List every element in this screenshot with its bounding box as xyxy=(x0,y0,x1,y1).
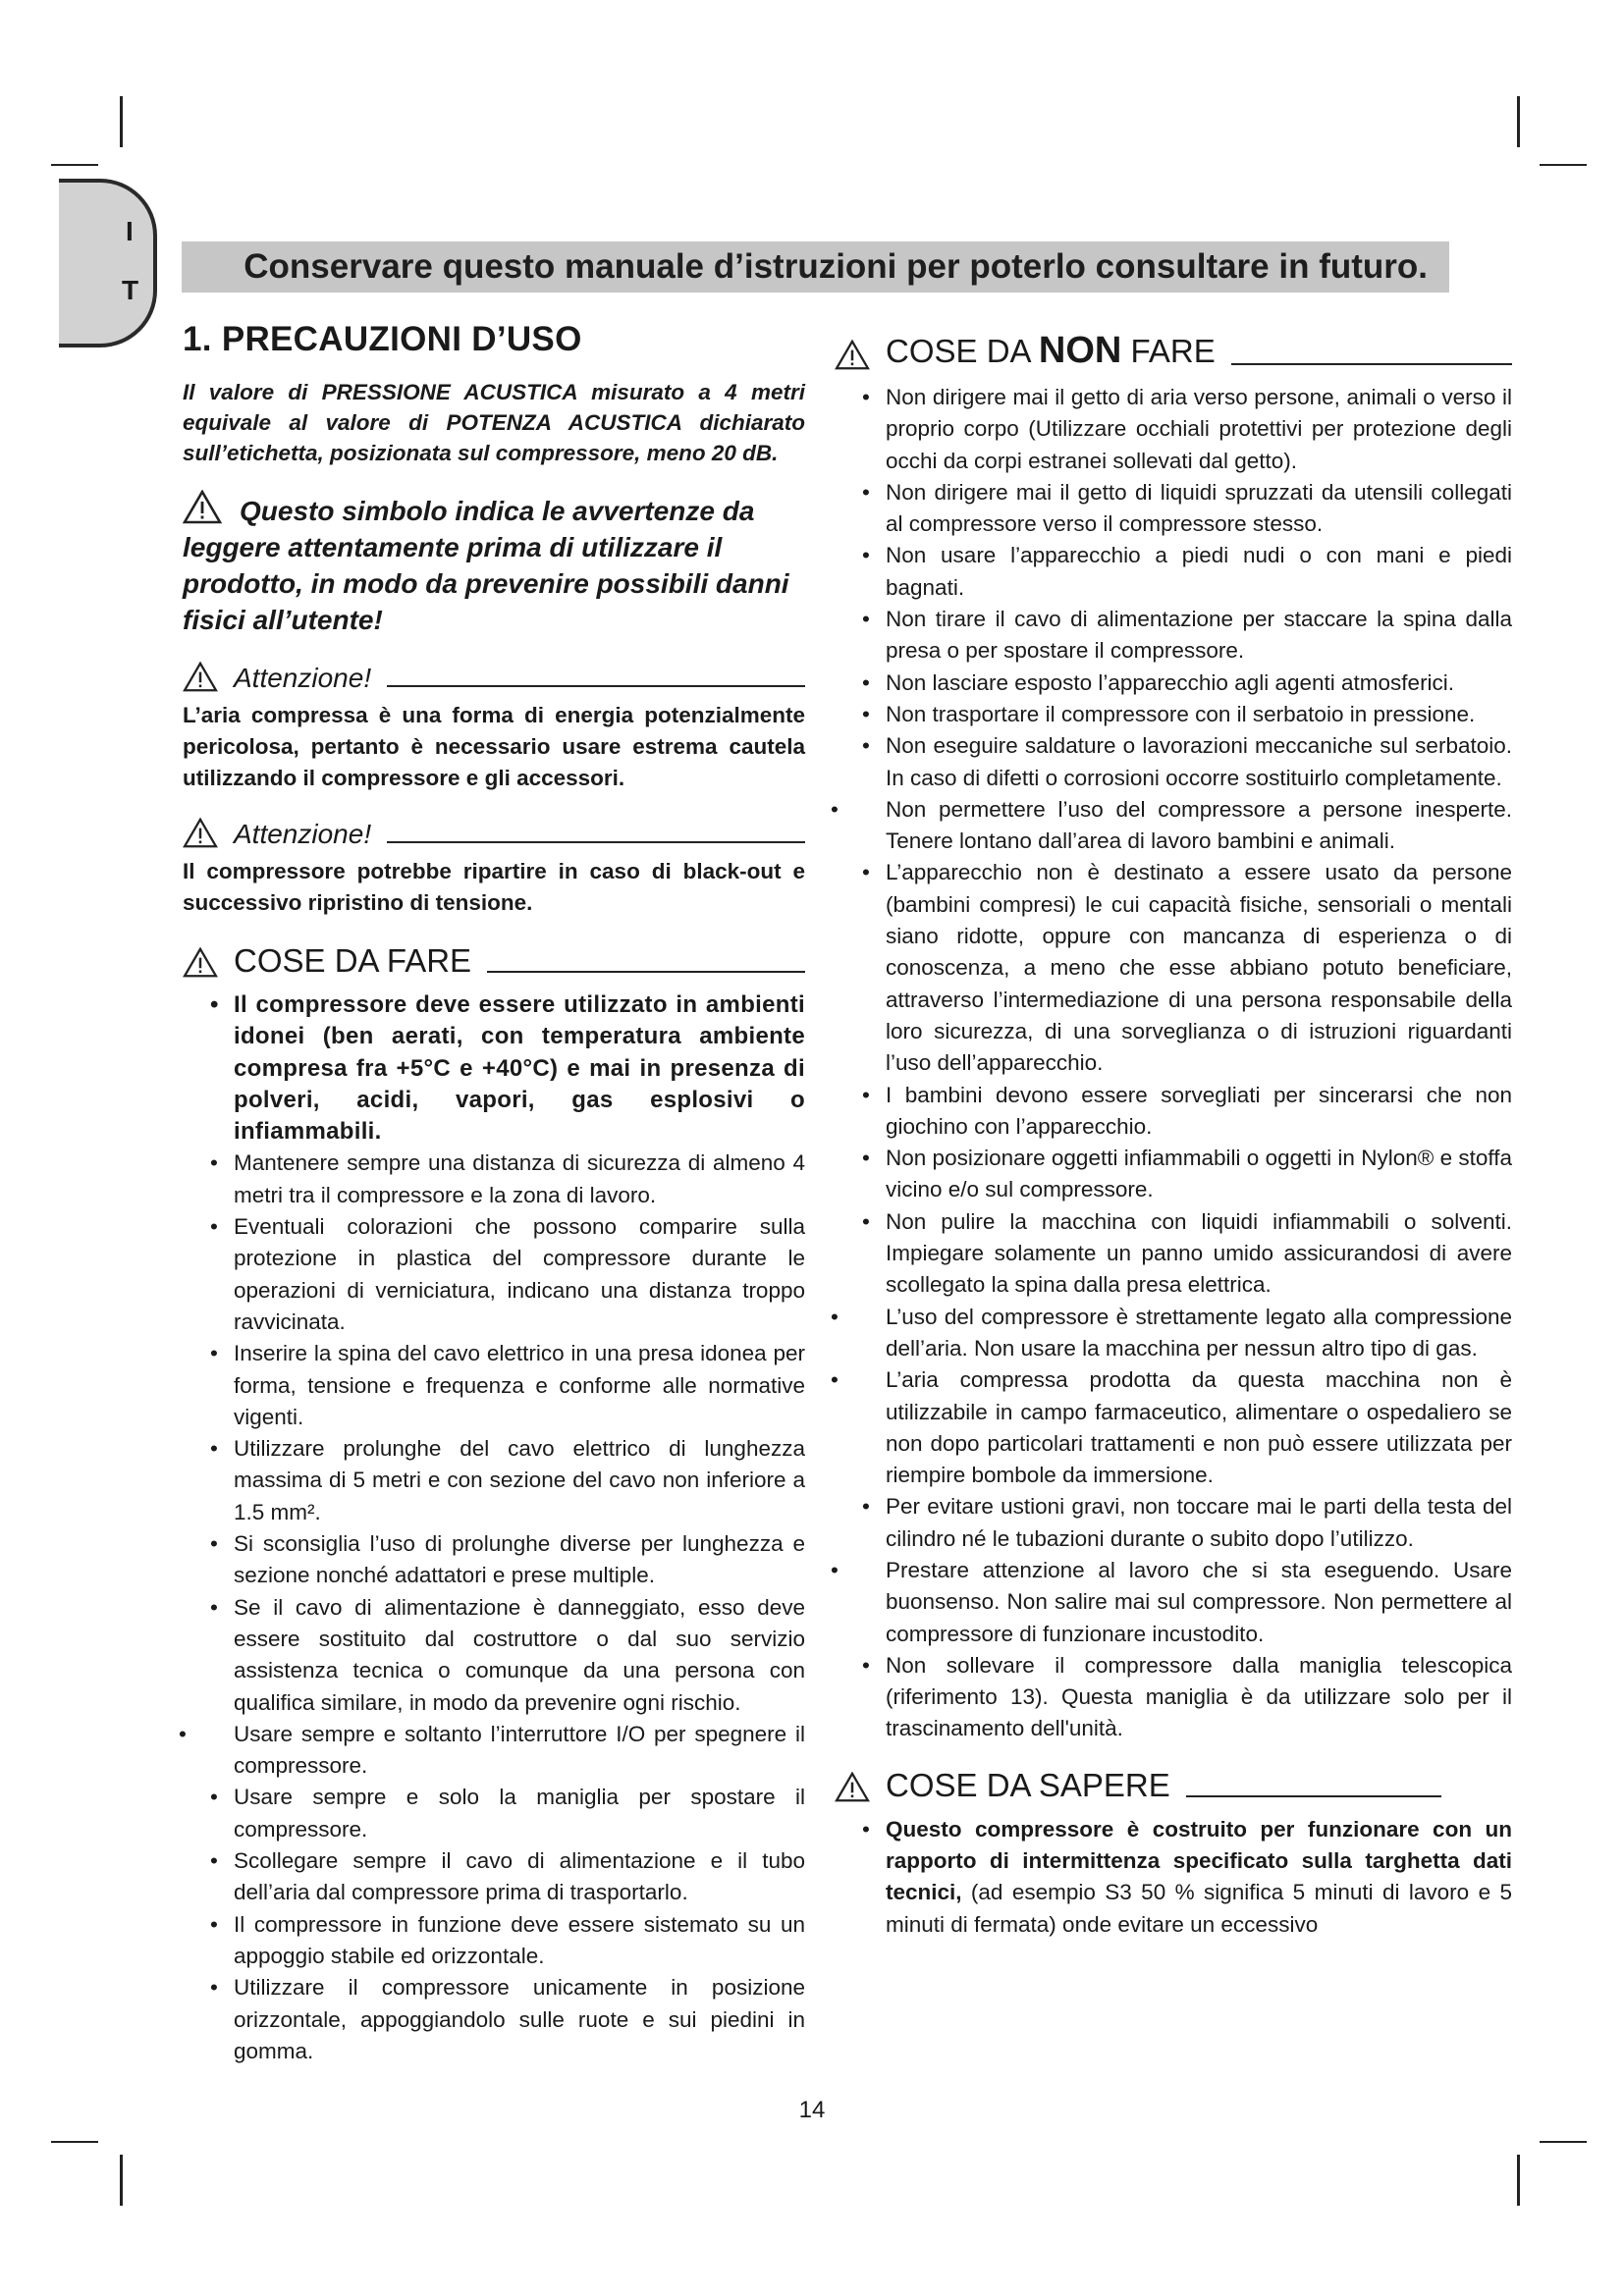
warning-icon xyxy=(835,1772,870,1802)
list-item: • Non posizionare oggetti infiammabili o oggetti in Nylon® e stoffa vicino e/o sul compressore. xyxy=(856,1143,1512,1206)
know-item-rest: (ad esempio S3 50 % significa 5 minuti di lavoro e 5 minuti di fermata) onde evitare un eccessivo xyxy=(886,1880,1512,1937)
list-item xyxy=(856,1814,1512,1941)
heading-rule xyxy=(387,685,805,687)
list-item: • Non trasportare il compressore con il serbatoio in pressione. xyxy=(856,699,1512,730)
heading-rule xyxy=(1186,1795,1441,1797)
page-number: 14 xyxy=(798,2097,826,2123)
warning-icon xyxy=(183,662,218,692)
list-item: • Eventuali colorazioni che possono comparire sulla protezione in plastica del compressore durante le operazioni di verniciatura, indicano una distanza troppo ravvicinata. xyxy=(204,1211,805,1338)
list-item: • Il compressore in funzione deve essere sistemato su un appoggio stabile ed orizzontale. xyxy=(204,1909,805,1973)
crop-mark xyxy=(1517,2155,1520,2206)
list-item: • Il compressore deve essere utilizzato in ambienti idonei (ben aerati, con temperatura ambiente compresa fra +5°C e +40°C) e mai in presenza di polveri, acidi, vapori, gas esplosivi o infiammabili. xyxy=(204,989,805,1148)
do-heading xyxy=(183,942,805,980)
list-item: • Non tirare il cavo di alimentazione per staccare la spina dalla presa o per spostare il compressore. xyxy=(856,604,1512,667)
crop-mark xyxy=(1540,164,1587,166)
attention-text: Il compressore potrebbe ripartire in caso di black-out e successivo ripristino di tensione. xyxy=(183,859,805,915)
symbol-note-text: Questo simbolo indica le avvertenze da leggere attentamente prima di utilizzare il prodotto, in modo da prevenire possibili danni fisici all’utente! xyxy=(183,496,789,635)
dont-list xyxy=(856,382,1512,1745)
know-list xyxy=(856,1814,1512,1941)
dont-title xyxy=(886,330,1216,372)
crop-mark xyxy=(51,2141,98,2143)
attention-title: Attenzione! xyxy=(234,819,372,849)
know-heading xyxy=(835,1767,1512,1804)
know-item-bold: Questo compressore è costruito per funzionare con un rapporto di intermittenza specificato sulla targhetta dati tecnici, xyxy=(886,1816,1512,1905)
crop-mark xyxy=(1517,96,1520,147)
right-column xyxy=(835,316,1512,1962)
list-item: • Si sconsiglia l’uso di prolunghe diverse per lunghezza e sezione nonché adattatori e prese multiple. xyxy=(204,1528,805,1592)
list-item: • Non permettere l’uso del compressore a persone inesperte. Tenere lontano dall’area di lavoro bambini e animali. xyxy=(856,794,1512,858)
attention-text: L’aria compressa è una forma di energia potenzialmente pericolosa, pertanto è necessario usare estrema cautela utilizzando il compressore e gli accessori. xyxy=(183,703,805,790)
list-item: • Prestare attenzione al lavoro che si sta eseguendo. Usare buonsenso. Non salire mai sul compressore. Non permettere al compressore di funzionare incustodito. xyxy=(856,1555,1512,1650)
attention-heading xyxy=(183,662,805,694)
language-tab xyxy=(59,179,157,347)
list-item: • Se il cavo di alimentazione è danneggiato, esso deve essere sostituito dal costruttore o dal suo servizio assistenza tecnica o comunque da una persona con qualifica similare, in modo da prevenire ogni rischio. xyxy=(204,1592,805,1719)
header-banner: Conservare questo manuale d’istruzioni per poterlo consultare in futuro. xyxy=(182,241,1449,293)
list-item: • Non usare l’apparecchio a piedi nudi o con mani e piedi bagnati. xyxy=(856,540,1512,604)
list-item: • L’apparecchio non è destinato a essere usato da persone (bambini compresi) le cui capacità fisiche, sensoriali o mentali siano ridotte, oppure con mancanza di esperienza o di conoscenza, a meno che esse abbiano potuto beneficiare, attraverso l’intermediazione di una persona responsabile della loro sicurezza, di una sorveglianza o di istruzioni riguardanti l’uso dell’apparecchio. xyxy=(856,857,1512,1079)
warning-icon xyxy=(183,818,218,848)
know-title: COSE DA SAPERE xyxy=(886,1766,1170,1803)
attention-heading xyxy=(183,818,805,850)
list-item: • Scollegare sempre il cavo di alimentazione e il tubo dell’aria dal compressore prima di trasportarlo. xyxy=(204,1845,805,1909)
list-item: • Usare sempre e soltanto l’interruttore I/O per spegnere il compressore. xyxy=(204,1719,805,1783)
do-title: COSE DA FARE xyxy=(234,942,472,979)
section-title: 1. PRECAUZIONI D’USO xyxy=(183,320,582,358)
acoustic-note: Il valore di PRESSIONE ACUSTICA misurato a 4 metri equivale al valore di POTENZA ACUSTICA dichiarato sull’etichetta, posizionata sul compressore, meno 20 dB. xyxy=(183,380,805,465)
list-item: • L’aria compressa prodotta da questa macchina non è utilizzabile in campo farmaceutico, alimentare o ospedaliero se non dopo particolari trattamenti e non può essere utilizzata per riempire bombole da immersione. xyxy=(856,1364,1512,1491)
list-item: • Non eseguire saldature o lavorazioni meccaniche sul serbatoio. In caso di difetti o corrosioni occorre sostituirlo completamente. xyxy=(856,730,1512,794)
warning-icon xyxy=(183,490,222,524)
dont-heading xyxy=(835,330,1512,372)
dont-title-emphasis: NON xyxy=(1038,330,1122,371)
list-item: • Utilizzare il compressore unicamente in posizione orizzontale, appoggiandolo sulle ruote e sui piedini in gomma. xyxy=(204,1972,805,2067)
language-tab-letter: T xyxy=(122,275,139,305)
list-item: • Non dirigere mai il getto di aria verso persone, animali o verso il proprio corpo (Utilizzare occhiali protettivi per protezione degli occhi da corpi estranei sollevati dal getto). xyxy=(856,382,1512,477)
heading-rule xyxy=(387,841,805,843)
heading-rule xyxy=(487,971,805,973)
crop-mark xyxy=(120,96,123,147)
symbol-note xyxy=(183,490,805,638)
crop-mark xyxy=(120,2155,123,2206)
list-item: • Non dirigere mai il getto di liquidi spruzzati da utensili collegati al compressore verso il compressore stesso. xyxy=(856,477,1512,541)
list-item: • Mantenere sempre una distanza di sicurezza di almeno 4 metri tra il compressore e la zona di lavoro. xyxy=(204,1148,805,1211)
warning-icon xyxy=(183,947,218,978)
list-item: • Non sollevare il compressore dalla maniglia telescopica (riferimento 13). Questa maniglia è da utilizzare solo per il trascinamento dell'unità. xyxy=(856,1650,1512,1745)
dont-title-part: FARE xyxy=(1130,333,1216,369)
attention-title: Attenzione! xyxy=(234,663,372,693)
heading-rule xyxy=(1231,363,1512,365)
language-tab-letter: I xyxy=(126,216,134,246)
list-item: • Inserire la spina del cavo elettrico in una presa idonea per forma, tensione e frequenza e conforme alle normative vigenti. xyxy=(204,1338,805,1433)
left-column xyxy=(183,316,805,2089)
list-item: • Non lasciare esposto l’apparecchio agli agenti atmosferici. xyxy=(856,667,1512,699)
crop-mark xyxy=(51,164,98,166)
list-item: • I bambini devono essere sorvegliati per sincerarsi che non giochino con l’apparecchio. xyxy=(856,1080,1512,1144)
dont-title-part: COSE DA xyxy=(886,333,1030,369)
list-item: • L’uso del compressore è strettamente legato alla compressione dell’aria. Non usare la macchina per nessun altro tipo di gas. xyxy=(856,1302,1512,1365)
list-item: • Per evitare ustioni gravi, non toccare mai le parti della testa del cilindro né le tubazioni durante o subito dopo l’utilizzo. xyxy=(856,1491,1512,1555)
list-item: • Non pulire la macchina con liquidi infiammabili o solventi. Impiegare solamente un panno umido assicurandosi di avere scollegato la spina dalla presa elettrica. xyxy=(856,1206,1512,1302)
list-item: • Usare sempre e solo la maniglia per spostare il compressore. xyxy=(204,1782,805,1845)
crop-mark xyxy=(1540,2141,1587,2143)
list-item: • Utilizzare prolunghe del cavo elettrico di lunghezza massima di 5 metri e con sezione del cavo non inferiore a 1.5 mm². xyxy=(204,1433,805,1528)
do-list xyxy=(204,989,805,2067)
warning-icon xyxy=(835,340,870,370)
